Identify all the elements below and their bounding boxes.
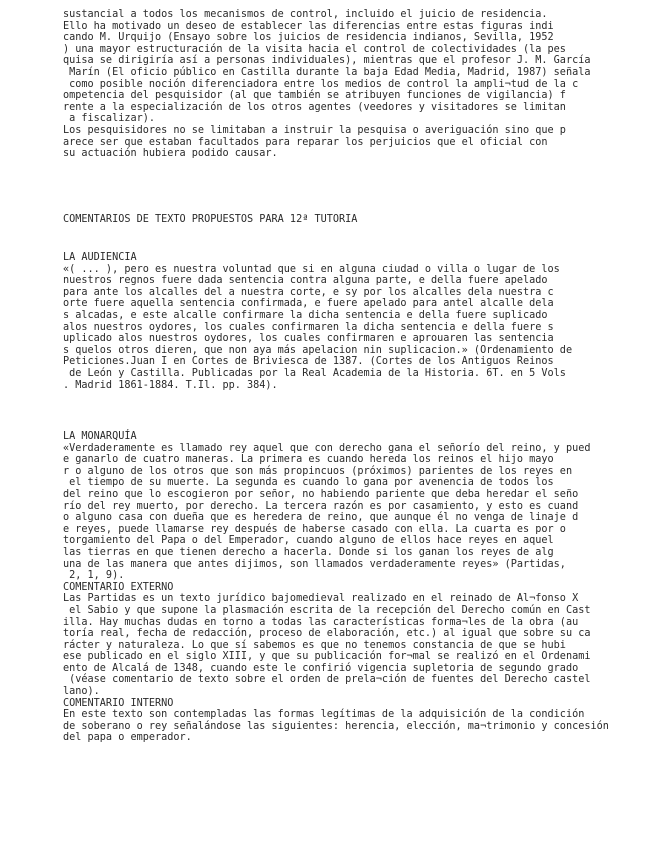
audiencia-line: LA AUDIENCIA xyxy=(63,252,137,263)
monarquia-line: e ganarlo de cuatro maneras. La primera es cuando hereda los reinos el hijo mayo xyxy=(63,454,554,466)
intro-line: Ello ha motivado un deseo de establecer las diferencias entre estas figuras indi xyxy=(63,20,554,32)
monarquia-line: de soberano o rey señalándose las siguientes: herencia, elección, ma¬trimonio y concesión xyxy=(63,720,609,732)
monarquia-line: río del rey muerto, por derecho. La tercera razón es por casamiento, y esto es cuand xyxy=(63,500,579,512)
monarquia-line: r o alguno de los otros que son más propincuos (próximos) parientes de los reyes en xyxy=(63,465,573,477)
audiencia-line: nuestros regnos fuere dada sentencia contra alguna parte, e della fuere apelado xyxy=(63,275,548,287)
intro-line: arece ser que estaban facultados para reparar los perjuicios que el oficial con xyxy=(63,136,548,148)
audiencia-line: s alcadas, e este alcalle confirmare la dicha sentencia e della fuere suplicado xyxy=(63,309,548,321)
monarquia-line: illa. Hay muchas dudas en torno a todas las características forma¬les de la obra (au xyxy=(63,616,579,628)
monarquia-line: una de las manera que antes dijimos, son llamados verdaderamente reyes» (Partidas, xyxy=(63,558,566,570)
monarquia-line: toría real, fecha de redacción, proceso de elaboración, etc.) al igual que sobre su ca xyxy=(63,628,591,640)
monarquia-line: las tierras en que tienen derecho a hacerla. Donde si los ganan los reyes de alg xyxy=(63,546,554,558)
monarquia-line: torgamiento del Papa o del Emperador, cuando alguno de ellos hace reyes en aquel xyxy=(63,535,554,547)
monarquia-line: COMENTARIO EXTERNO xyxy=(63,581,174,593)
monarquia-line: COMENTARIO INTERNO xyxy=(63,697,174,709)
monarquia-section xyxy=(63,431,648,744)
monarquia-line: e reyes, puede llamarse rey después de haberse casado con ella. La cuarta es por o xyxy=(63,523,566,535)
monarquia-line: el Sabio y que supone la plasmación escrita de la recepción del Derecho común en Cast xyxy=(63,604,591,616)
intro-line: Marín (El oficio público en Castilla durante la baja Edad Media, Madrid, 1987) señala xyxy=(63,66,591,78)
section-heading xyxy=(63,214,648,226)
monarquia-line: (véase comentario de texto sobre el orden de prela¬ción de fuentes del Derecho castel xyxy=(63,674,591,686)
intro-line: a fiscalizar). xyxy=(63,113,156,125)
intro-line: ) una mayor estructuración de la visita hacia el control de colectividades (la pes xyxy=(63,43,566,55)
monarquia-line: o alguno casa con dueña que es heredera de reino, que aunque él no venga de linaje d xyxy=(63,512,579,524)
monarquia-line: lano). xyxy=(63,686,100,698)
audiencia-line: de León y Castilla. Publicadas por la Real Academia de la Historia. 6T. en 5 Vols xyxy=(63,367,566,379)
monarquia-line: LA MONARQUÍA xyxy=(63,431,137,442)
monarquia-line: 2, 1, 9). xyxy=(63,570,125,582)
monarquia-line: «Verdaderamente es llamado rey aquel que con derecho gana el señorío del reino, y pued xyxy=(63,442,591,454)
audiencia-line: uplicado alos nuestros oydores, los cuales confirmaren e aprouaren las sentencia xyxy=(63,333,554,345)
monarquia-line: del reino que lo escogieron por señor, no habiendo pariente que deba heredar el seño xyxy=(63,488,579,500)
audiencia-line: «( ... ), pero es nuestra voluntad que si en alguna ciudad o villa o lugar de los xyxy=(63,263,560,275)
audiencia-line: alos nuestros oydores, los cuales confirmaren la dicha sentencia e della fuere s xyxy=(63,321,554,333)
intro-line: cando M. Urquijo (Ensayo sobre los juicios de residencia indianos, Sevilla, 1952 xyxy=(63,32,554,44)
monarquia-line: rácter y naturaleza. Lo que sí sabemos es que no tenemos constancia de que se hubi xyxy=(63,639,566,651)
audiencia-line: orte fuere aquella sentencia confirmada, e fuere apelado para antel alcalle dela xyxy=(63,298,554,310)
intro-line: quisa se dirigiría así a personas individuales), mientras que el profesor J. M. García xyxy=(63,55,591,67)
tutoria-heading: COMENTARIOS DE TEXTO PROPUESTOS PARA 12ª TUTORIA xyxy=(63,214,358,225)
intro-line: sustancial a todos los mecanismos de control, incluido el juicio de residencia. xyxy=(63,9,548,20)
intro-line: como posible noción diferenciadora entre los medios de control la ampli¬tud de la c xyxy=(63,78,579,90)
audiencia-line: . Madrid 1861-1884. T.Il. pp. 384). xyxy=(63,379,278,391)
monarquia-line: ese publicado en el siglo XIII, y que su publicación for¬mal se realizó en el Ordenami xyxy=(63,651,591,663)
monarquia-line: ento de Alcalá de 1348, cuando este le confirió vigencia supletoria de segundo grado xyxy=(63,662,579,674)
intro-line: ompetencia del pesquisidor (al que también se atribuyen funciones de vigilancia) f xyxy=(63,90,566,102)
intro-paragraph xyxy=(63,9,648,160)
audiencia-line: s quelos otros dieren, que non aya más apelacion nin suplicacion.» (Ordenamiento de xyxy=(63,344,573,356)
monarquia-line: el tiempo de su muerte. La segunda es cuando lo gana por avenencia de todos los xyxy=(63,477,554,489)
intro-line: su actuación hubiera podido causar. xyxy=(63,148,278,160)
intro-line: rente a la especialización de los otros agentes (veedores y visitadores se limitan xyxy=(63,101,566,113)
audiencia-section xyxy=(63,252,648,391)
audiencia-line: para ante los alcalles del a nuestra corte, e sy por los alcalles dela nuestra c xyxy=(63,286,554,298)
monarquia-line: del papa o emperador. xyxy=(63,732,192,744)
monarquia-line: Las Partidas es un texto jurídico bajomedieval realizado en el reinado de Al¬fonso X xyxy=(63,593,579,605)
monarquia-line: En este texto son contempladas las formas legítimas de la adquisición de la condición xyxy=(63,709,585,721)
intro-line: Los pesquisidores no se limitaban a instruir la pesquisa o averiguación sino que p xyxy=(63,124,566,136)
audiencia-line: Peticiones.Juan I en Cortes de Briviesca de 1387. (Cortes de los Antiguos Reinos xyxy=(63,356,554,368)
